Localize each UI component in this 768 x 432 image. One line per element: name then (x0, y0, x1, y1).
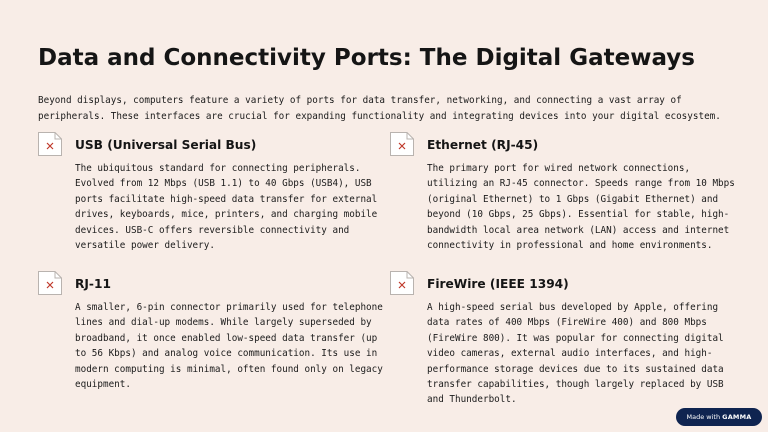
broken-image-icon (390, 271, 414, 295)
slide-title: Data and Connectivity Ports: The Digital Gateways (38, 45, 695, 71)
intro-paragraph: Beyond displays, computers feature a variety of ports for data transfer, networking, and connecting a vast array of peripherals. These interfaces are crucial for expanding functionality and integrating devices into your digital ecosystem. (38, 95, 721, 122)
badge-prefix: Made with (686, 413, 721, 421)
made-with-gamma-badge[interactable] (676, 408, 762, 426)
broken-image-icon (390, 132, 414, 156)
broken-image-icon (38, 271, 62, 295)
port-card-body: The primary port for wired network connections, utilizing an RJ-45 connector. Speeds range from 10 Mbps (original Ethernet) to 1 Gbps (Gigabit Ethernet) and beyond (10 Gbps, 25 Gbps). Essential for stable, high-bandwidth local area network (LAN) access and internet connectivity in professional and home environments. (427, 163, 735, 252)
port-card-body: A high-speed serial bus developed by Apple, offering data rates of 400 Mbps (FireWire 400) and 800 Mbps (FireWire 800). It was popular for connecting digital video cameras, external audio interfaces, and high-performance storage devices due to its sustained data transfer capabilities, though largely replaced by USB and Thunderbolt. (427, 302, 724, 406)
badge-brand: GAMMA (722, 413, 752, 421)
port-card-body: The ubiquitous standard for connecting peripherals. Evolved from 12 Mbps (USB 1.1) to 40 Gbps (USB4), USB ports facilitate high-speed data transfer for external drives, keyboards, mice, printers, and charging mobile devices. USB-C offers reversible connectivity and versatile power delivery. (75, 163, 378, 252)
port-card-title: RJ-11 (75, 277, 111, 291)
port-card-body: A smaller, 6-pin connector primarily used for telephone lines and dial-up modems. While largely superseded by broadband, it once enabled low-speed data transfer (up to 56 Kbps) and analog voice communication. Its use in modern computing is minimal, often found only on legacy equipment. (75, 302, 383, 391)
port-card-title: USB (Universal Serial Bus) (75, 138, 257, 152)
broken-image-icon (38, 132, 62, 156)
port-card-title: FireWire (IEEE 1394) (427, 277, 569, 291)
port-card-title: Ethernet (RJ-45) (427, 138, 539, 152)
